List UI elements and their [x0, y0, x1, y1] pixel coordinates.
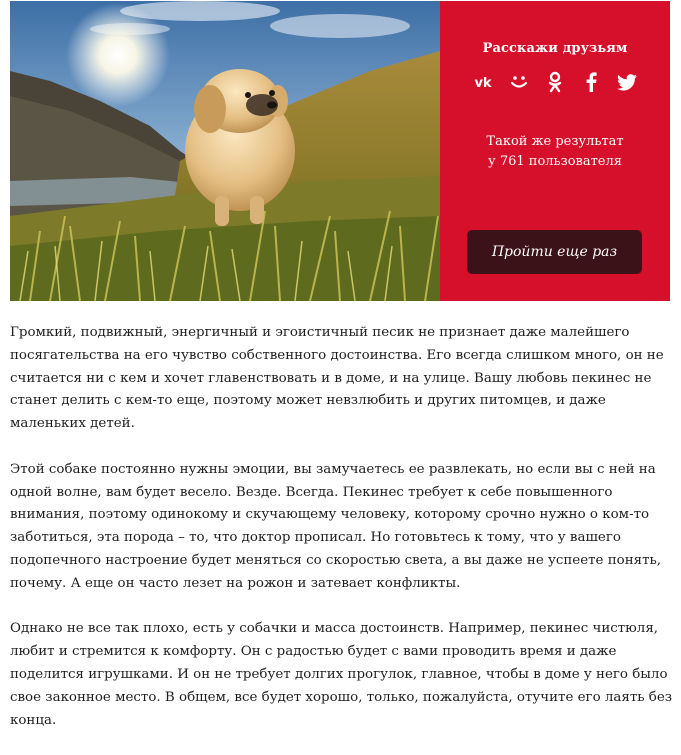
facebook-icon[interactable] [580, 71, 602, 93]
retry-button[interactable]: Пройти еще раз [467, 230, 642, 274]
vk-icon[interactable] [472, 71, 494, 93]
paragraph-1: Громкий, подвижный, энергичный и эгоистичный песик не признает даже малейшего посягательства на его чувство собственного достоинства. Его всегда слишком много, он не считается ни с кем и хочет главенствовать и в доме, и на улице. Вашу любовь пекинес не станет делить с кем-то еще, поэтому может невзлюбить и других питомцев, и даже маленьких детей. [10, 325, 664, 432]
pekingese-photo [10, 1, 440, 301]
result-line-2: у 761 пользователя [488, 154, 622, 169]
twitter-icon[interactable] [616, 71, 638, 93]
moimir-icon[interactable] [508, 71, 530, 93]
odnoklassniki-icon[interactable] [544, 71, 566, 93]
share-panel [440, 1, 670, 301]
result-hero [10, 1, 670, 301]
result-line-1: Такой же результат [486, 134, 624, 149]
result-summary [440, 132, 670, 172]
share-title: Расскажи друзьям [482, 41, 628, 56]
result-description [10, 322, 674, 755]
paragraph-3: Однако не все так плохо, есть у собачки и масса достоинств. Например, пекинес чистюля, любит и стремится к комфорту. Он с радостью будет с вами проводить время и даже поделится игрушками. И он не требует долгих прогулок, главное, чтобы в доме у него было свое законное место. В общем, все будет хорошо, только, пожалуйста, отучите его лаять без конца. [10, 621, 673, 728]
share-icons [440, 71, 670, 95]
paragraph-2: Этой собаке постоянно нужны эмоции, вы замучаетесь ее развлекать, но если вы с ней на одной волне, вам будет весело. Везде. Всегда. Пекинес требует к себе повышенного внимания, поэтому одинокому и скучающему человеку, которому срочно нужно о ком-то заботиться, эта порода – то, что доктор прописал. Но готовьтесь к тому, что у вашего подопечного настроение будет меняться со скоростью света, а вы даже не успеете понять, почему. А еще он часто лезет на рожон и затевает конфликты. [10, 461, 662, 591]
svg-text:vk: vk [474, 76, 492, 91]
